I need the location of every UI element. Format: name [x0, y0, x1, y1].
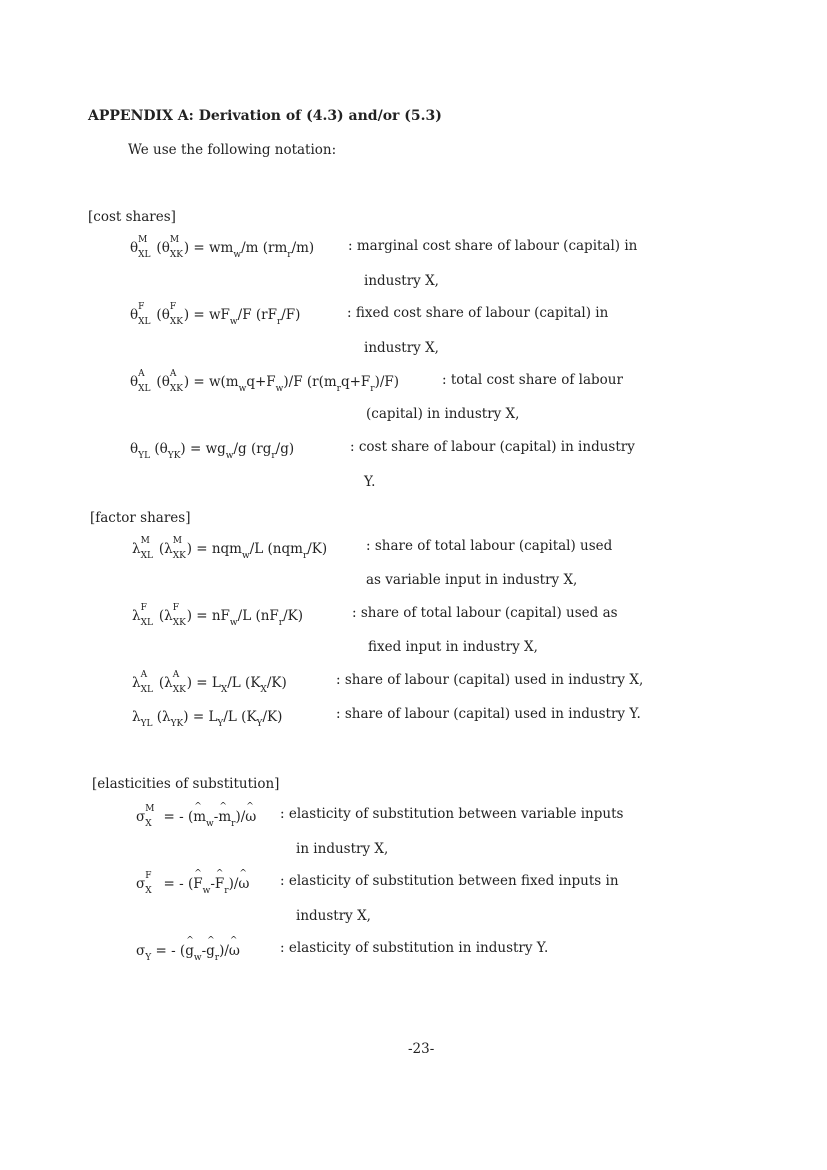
definition-text: : share of total labour (capital) used: [366, 538, 613, 554]
formula-lhs: $\lambda_{YL}$ $(\lambda_{YK}) = L_Y/L$ $(K_Y/K)$: [132, 709, 283, 729]
section-heading-factor-shares: [factor shares]: [90, 510, 191, 526]
formula-lhs: θ M XL (θ M XK ) = $wm_w/m$ $(rm_r/m)$: [130, 235, 315, 260]
section-heading-cost-shares: [cost shares]: [88, 209, 176, 225]
definition-text: : share of labour (capital) used in industry Y.: [336, 706, 641, 722]
definition-text-cont: fixed input in industry X,: [368, 639, 538, 655]
formula-lhs: θ A XL (θ A XK ) = $w(m_wq+F_w)/F$ $(r(m_rq+F_r)/F)$: [130, 369, 400, 394]
intro-text: We use the following notation:: [128, 142, 337, 158]
definition-text-cont: in industry X,: [296, 841, 389, 857]
section-heading-elasticities: [elasticities of substitution]: [92, 776, 280, 792]
definition-text: : marginal cost share of labour (capital) in: [348, 238, 638, 254]
definition-text: : share of total labour (capital) used as: [352, 605, 618, 621]
appendix-title: APPENDIX A: Derivation of (4.3) and/or (5.3): [88, 108, 442, 124]
formula-lhs: $\theta_{YL}$ $(\theta_{YK}) = wg_w/g$ $(rg_r/g)$: [130, 441, 295, 461]
formula-lhs: λ F XL (λ F XK ) = $nF_w/L$ $(nF_r/K)$: [132, 603, 303, 628]
definition-text-cont: industry X,: [296, 908, 371, 924]
definition-text: : elasticity of substitution between variable inputs: [280, 806, 624, 822]
formula-lhs: σ F X = - (^ $F_w-\^{}$ $F_r)/\^{}$ ω: [136, 876, 249, 899]
page-number: -23-: [408, 1041, 435, 1057]
definition-text: : elasticity of substitution between fixed inputs in: [280, 873, 619, 889]
definition-text: : total cost share of labour: [442, 372, 623, 388]
formula-lhs: λ M XL (λ M XK ) = nqm$_w$/L (nqm$_r$/K): [132, 536, 328, 561]
formula-lhs: λ A XL (λ A XK ) = $L_X/L$ $(K_X/K)$: [132, 670, 287, 695]
definition-text: : fixed cost share of labour (capital) in: [347, 305, 609, 321]
definition-text: : elasticity of substitution in industry Y.: [280, 940, 549, 956]
definition-text-cont: Y.: [364, 474, 376, 490]
formula-lhs: θ F XL (θ F XK ) = $wF_w/F$ $(rF_r/F)$: [130, 302, 301, 327]
definition-text-cont: industry X,: [364, 340, 439, 356]
definition-text: : cost share of labour (capital) in industry: [350, 439, 635, 455]
formula-lhs: σ M X = - (^ $m_w-\^{}$ $m_r)/\^{}$ ω: [136, 809, 256, 832]
definition-text-cont: (capital) in industry X,: [366, 406, 520, 422]
formula-lhs: $\sigma_Y$ = - (^ $g_w-\^{}$ $g_r)/\^{}$ ω: [136, 943, 240, 966]
definition-text-cont: as variable input in industry X,: [366, 572, 578, 588]
definition-text: : share of labour (capital) used in industry X,: [336, 672, 644, 688]
definition-text-cont: industry X,: [364, 273, 439, 289]
